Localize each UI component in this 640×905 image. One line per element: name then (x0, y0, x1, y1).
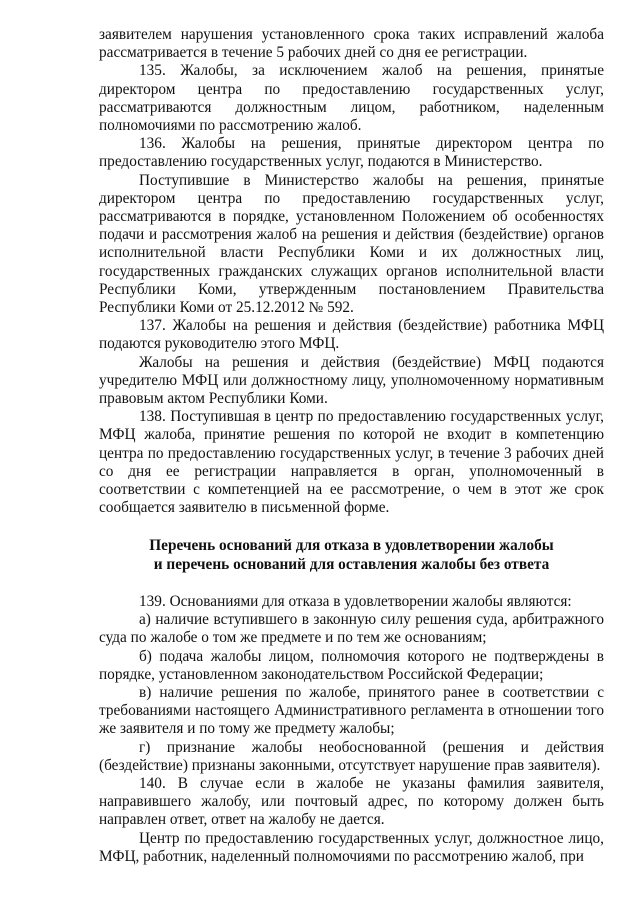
section-heading (99, 537, 604, 573)
section-heading-line-1: Перечень оснований для отказа в удовлетворении жалобы (149, 537, 554, 555)
paragraph-135: 135. Жалобы, за исключением жалоб на решения, принятые директором центра по предоставлению государственных услуг, рассматриваются должностным лицом, работником, наделенным полномочиями по рассмотрению жалоб. (99, 62, 604, 135)
paragraph-137-mfc: Жалобы на решения и действия (бездействие) МФЦ подаются учредителю МФЦ или должностному лицу, уполномоченному нормативным правовым актом Республики Коми. (99, 353, 604, 408)
paragraph-137: 137. Жалобы на решения и действия (бездействие) работника МФЦ подаются руководителю этого МФЦ. (99, 317, 604, 353)
paragraph-136-ministry: Поступившие в Министерство жалобы на решения, принятые директором центра по предоставлению государственных услуг, рассматриваются в порядке, установленном Положением об особенностях подачи и рассмотрения жалоб на решения и действия (бездействие) органов исполнительной власти Республики Коми и их должностных лиц, государственных гражданских служащих органов исполнительной власти Республики Коми, утвержденным постановлением Правительства Республики Коми от 25.12.2012 № 592. (99, 171, 604, 317)
section-heading-line-2: и перечень оснований для оставления жалобы без ответа (153, 555, 550, 573)
paragraph-140: 140. В случае если в жалобе не указаны фамилия заявителя, направившего жалобу, или почтовый адрес, по которому должен быть направлен ответ, ответ на жалобу не дается. (99, 774, 604, 829)
list-item-v: в) наличие решения по жалобе, принятого ранее в соответствии с требованиями настоящего Административного регламента в отношении того же заявителя и по тому же предмету жалобы; (99, 683, 604, 738)
paragraph-continuation: заявителем нарушения установленного срока таких исправлений жалоба рассматривается в течение 5 рабочих дней со дня ее регистрации. (99, 26, 604, 62)
paragraph-138: 138. Поступившая в центр по предоставлению государственных услуг, МФЦ жалоба, принятие решения по которой не входит в компетенцию центра по предоставлению государственных услуг, в течение 3 рабочих дней со дня ее регистрации направляется в орган, уполномоченный в соответствии с компетенцией на ее рассмотрение, о чем в этот же срок сообщается заявителю в письменной форме. (99, 408, 604, 517)
spacer (99, 517, 604, 537)
list-item-g: г) признание жалобы необоснованной (решения и действия (бездействие) признаны законными, отсутствует нарушение прав заявителя). (99, 738, 604, 774)
spacer (99, 574, 604, 593)
paragraph-140-center: Центр по предоставлению государственных услуг, должностное лицо, МФЦ, работник, наделенный полномочиями по рассмотрению жалоб, при (99, 829, 604, 865)
paragraph-136: 136. Жалобы на решения, принятые директором центра по предоставлению государственных услуг, подаются в Министерство. (99, 135, 604, 171)
list-item-a: а) наличие вступившего в законную силу решения суда, арбитражного суда по жалобе о том же предмете и по тем же основаниям; (99, 611, 604, 647)
list-item-b: б) подача жалобы лицом, полномочия которого не подтверждены в порядке, установленном законодательством Российской Федерации; (99, 647, 604, 683)
paragraph-139: 139. Основаниями для отказа в удовлетворении жалобы являются: (139, 592, 572, 610)
document-body (99, 26, 604, 866)
